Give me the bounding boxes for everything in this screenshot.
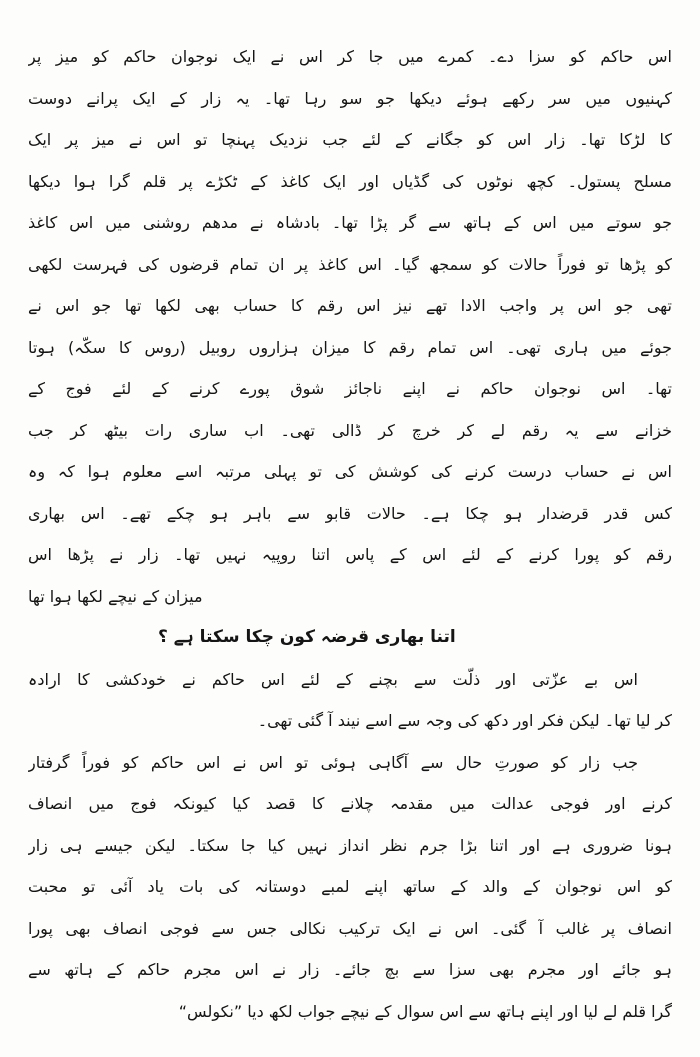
text-line: تھی جو اس پر واجب الادا تھے نیز اس رقم کا حساب بھی لکھا تھا جو اس نے	[28, 296, 672, 315]
text-line: کو اس نوجوان کے والد کے ساتھ اپنے لمبے دوستانہ کی بات یاد آئی تو محبت	[28, 877, 672, 896]
text-line: کو پڑھا تو فوراً حالات کو سمجھ گیا۔ اس کاغذ پر ان تمام قرضوں کی فہرست لکھی	[28, 254, 672, 274]
text-line: جو سوتے میں اس کے ہاتھ سے گر پڑا تھا۔ بادشاہ نے مدھم روشنی میں اس کاغذ	[28, 213, 672, 232]
text-line: اس حاکم کو سزا دے۔ کمرے میں جا کر اس نے ایک نوجوان حاکم کو میز پر	[28, 47, 672, 66]
text-line: رقم کو پورا کرنے کے لئے اس کے پاس اتنا روپیہ نہیں تھا۔ زار نے پڑھا اس	[28, 545, 672, 564]
text-line: گرا قلم لے لیا اور اپنے ہاتھ سے اس سوال کے نیچے جواب لکھ دیا ”نکولس“	[178, 1001, 672, 1021]
text-line: انصاف پر غالب آ گئی۔ اس نے ایک ترکیب نکالی جس سے فوجی انصاف بھی پورا	[28, 918, 672, 938]
quote-line: اتنا بھاری قرضہ کون چکا سکتا ہے ؟	[158, 627, 456, 647]
text-line: ہو جائے اور مجرم بھی سزا سے بچ جائے۔ زار نے اس مجرم حاکم کے ہاتھ سے	[28, 960, 672, 979]
text-block	[28, 36, 672, 1032]
text-line-lead-in: میزان کے نیچے لکھا ہوا تھا	[28, 586, 203, 606]
text-line: کس قدر قرضدار ہو چکا ہے۔ حالات قابو سے باہر ہو چکے تھے۔ اس بھاری	[28, 503, 672, 523]
text-line: تھا۔ اس نوجوان حاکم نے اپنے ناجائز شوق پورے کرنے کے لئے فوج کے	[28, 379, 672, 398]
text-line: اس بے عزّتی اور ذلّت سے بچنے کے لئے اس حاکم نے خودکشی کا ارادہ	[28, 669, 638, 689]
text-line: جوئے میں ہاری تھی۔ اس تمام رقم کا میزان ہزاروں روبیل (روس کا سکّہ) ہوتا	[28, 337, 672, 357]
text-line: خزانے سے یہ رقم لے کر خرچ کر ڈالی تھی۔ اب ساری رات بیٹھ کر جب	[28, 420, 672, 440]
text-line: مسلح پستول۔ کچھ نوٹوں کی گڈیاں اور ایک کاغذ کے ٹکڑے پر قلم گرا ہوا دیکھا	[28, 171, 672, 191]
text-line: کہنیوں میں سر رکھے ہوئے دیکھا جو سو رہا تھا۔ یہ زار کے ایک پرانے دوست	[28, 88, 672, 108]
text-line: اس نے حساب درست کرنے کی کوشش کی تو پہلی مرتبہ اسے معلوم ہوا کہ وہ	[28, 462, 672, 481]
text-line: ہونا ضروری ہے اور اتنا بڑا جرم نظر انداز نہیں کیا جا سکتا۔ لیکن جیسے ہی زار	[28, 835, 672, 855]
text-line: کر لیا تھا۔ لیکن فکر اور دکھ کی وجہ سے اسے نیند آ گئی تھی۔	[257, 711, 672, 730]
text-line: کا لڑکا تھا۔ زار اس کو جگانے کے لئے جب نزدیک پہنچا تو اس نے میز پر ایک	[28, 130, 672, 149]
text-line: جب زار کو صورتِ حال سے آگاہی ہوئی تو اس نے اس حاکم کو فوراً گرفتار	[28, 752, 638, 772]
text-line: کرنے اور فوجی عدالت میں مقدمہ چلانے کا قصد کیا کیونکہ فوج میں انصاف	[28, 794, 672, 813]
